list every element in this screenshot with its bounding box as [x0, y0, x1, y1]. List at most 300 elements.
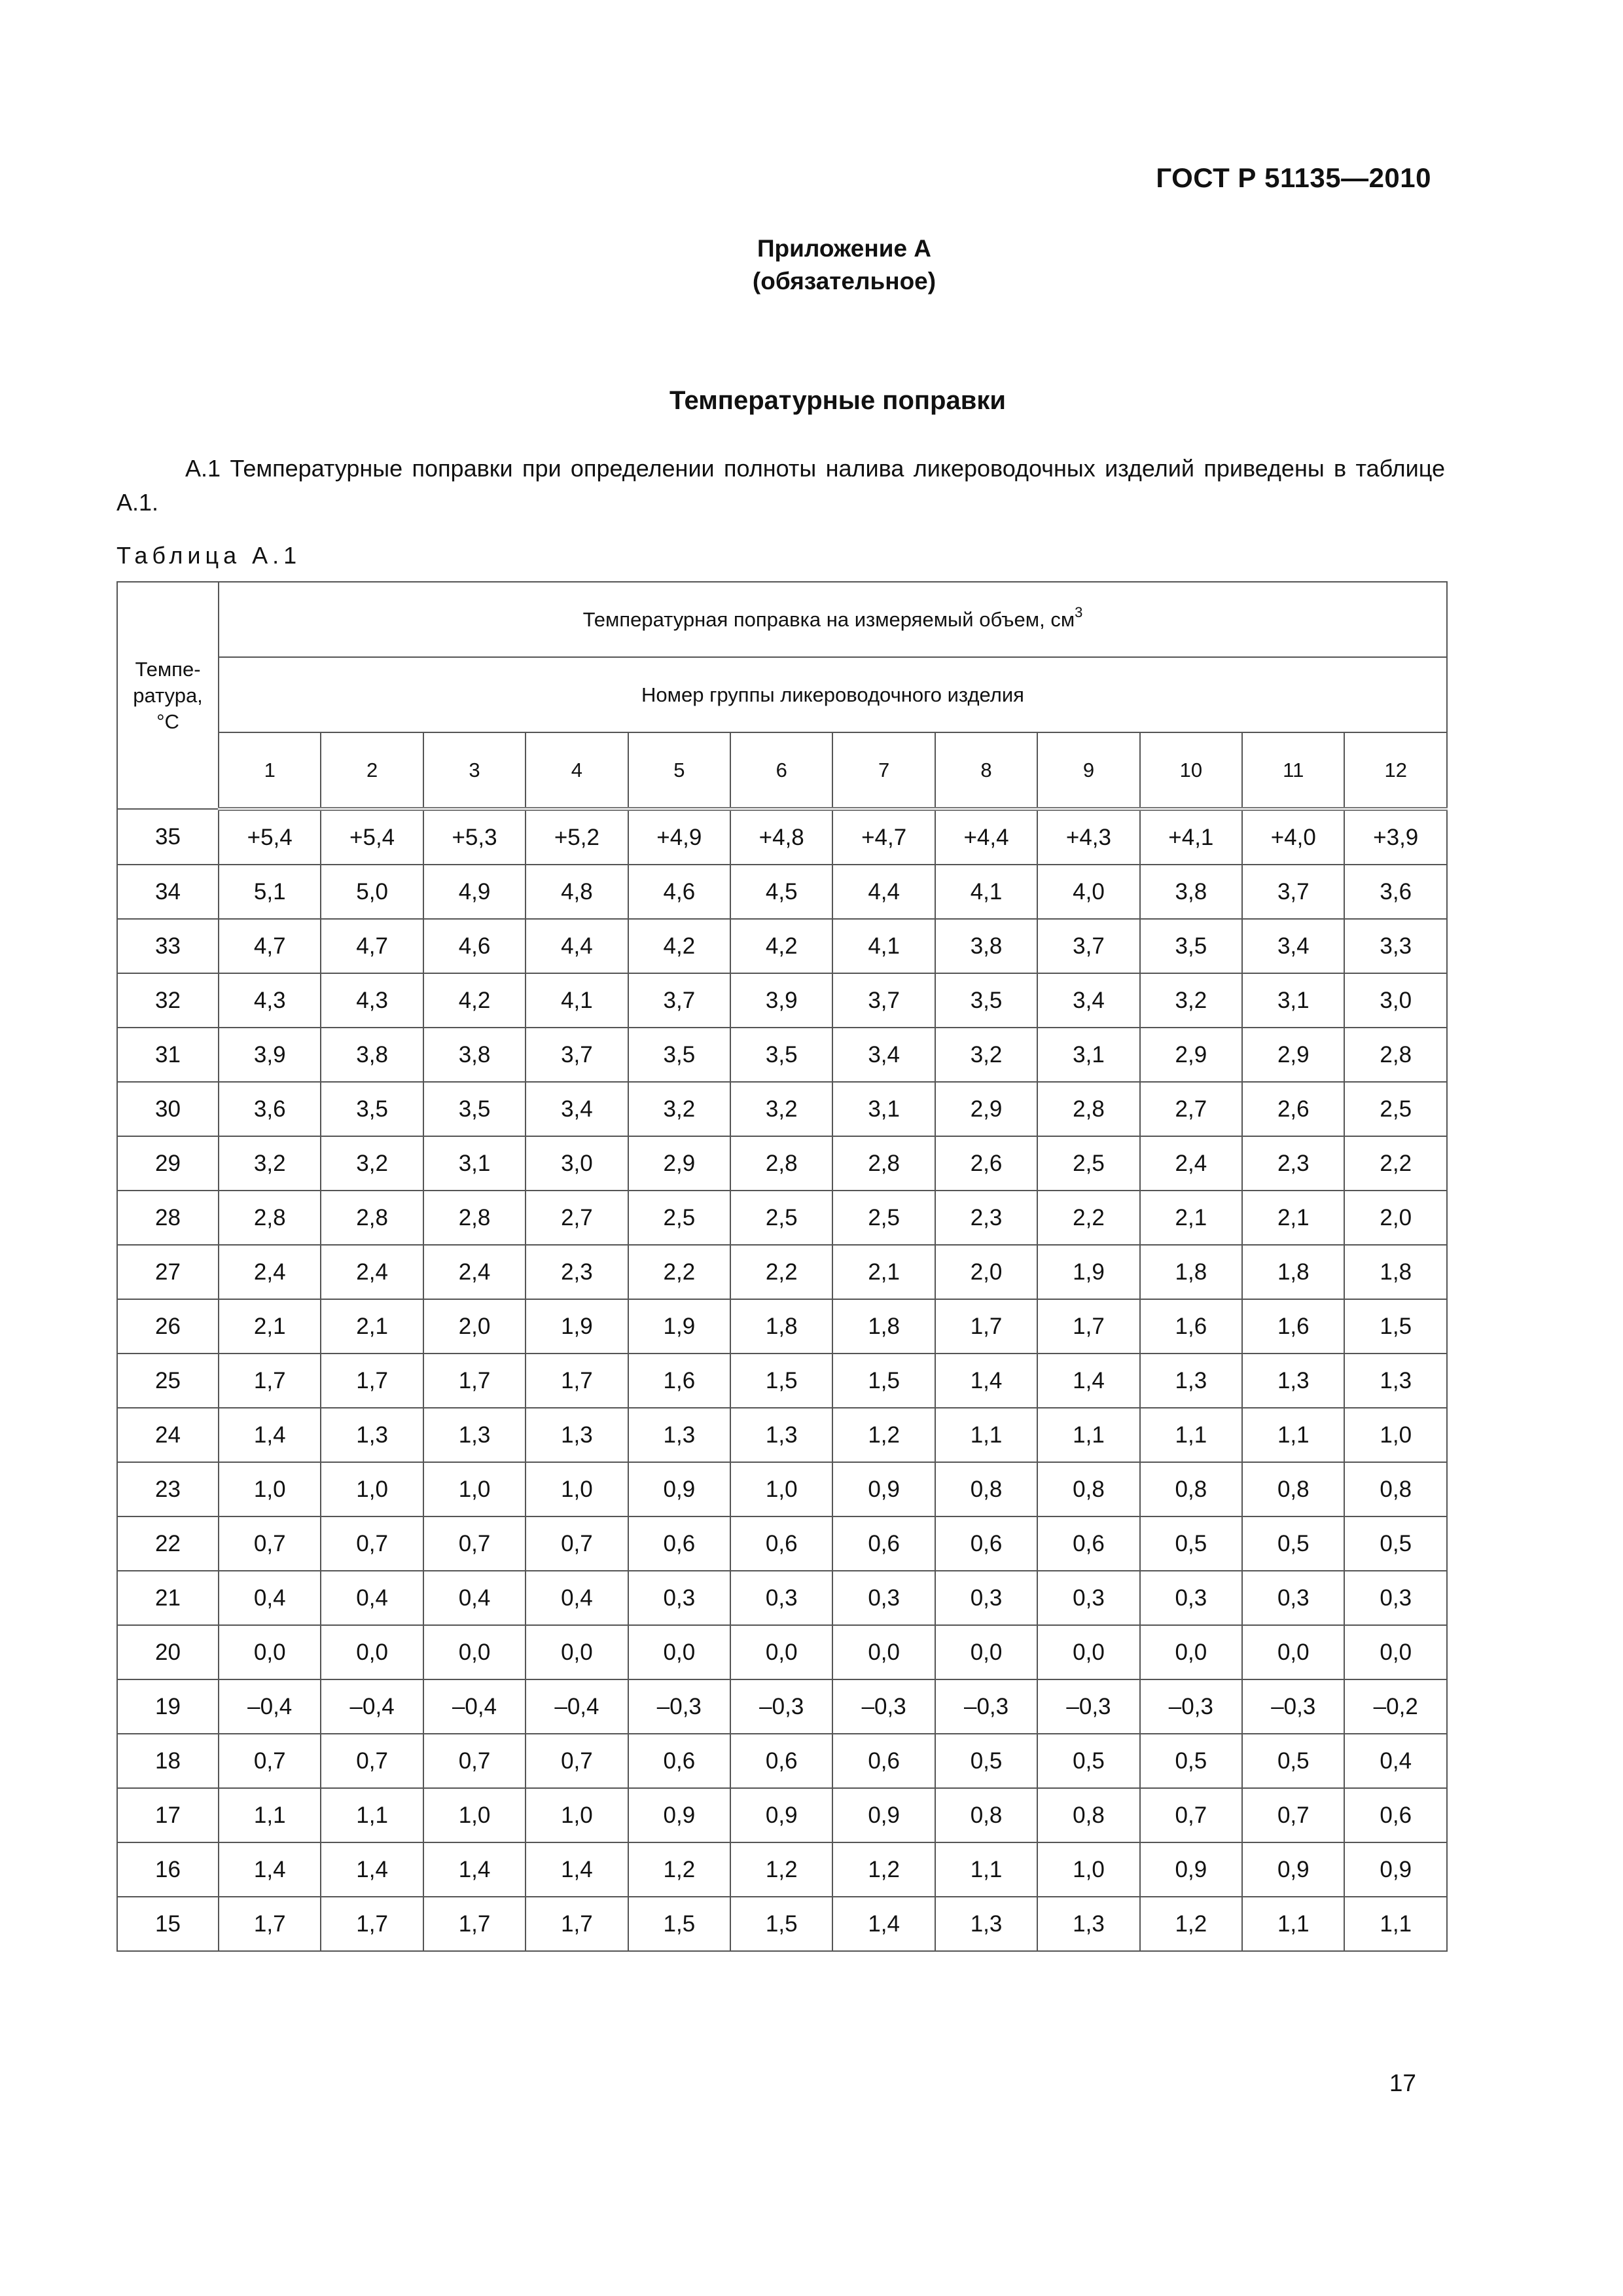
- group-number-header: 6: [730, 732, 832, 809]
- correction-value-cell: 3,5: [1140, 919, 1242, 973]
- correction-value-cell: 1,0: [423, 1462, 526, 1516]
- correction-value-cell: 4,6: [423, 919, 526, 973]
- correction-value-cell: 4,0: [1037, 865, 1139, 919]
- correction-value-cell: 0,0: [1344, 1625, 1447, 1679]
- correction-value-cell: 1,3: [628, 1408, 730, 1462]
- correction-value-cell: 1,5: [730, 1354, 832, 1408]
- correction-value-cell: 1,4: [935, 1354, 1037, 1408]
- correction-value-cell: 2,1: [1242, 1191, 1344, 1245]
- correction-value-cell: –0,2: [1344, 1679, 1447, 1734]
- correction-value-cell: –0,4: [219, 1679, 321, 1734]
- correction-value-cell: 4,1: [935, 865, 1037, 919]
- table-row: [117, 1625, 1447, 1679]
- appendix-heading: [0, 232, 1623, 298]
- page-number: 17: [1389, 2070, 1416, 2096]
- correction-value-cell: 2,8: [219, 1191, 321, 1245]
- correction-value-cell: 0,8: [1242, 1462, 1344, 1516]
- temperature-cell: 30: [117, 1082, 219, 1136]
- table-caption: Таблица А.1: [116, 542, 302, 569]
- correction-value-cell: 5,1: [219, 865, 321, 919]
- correction-value-cell: +5,4: [321, 809, 423, 865]
- correction-value-cell: 3,4: [1242, 919, 1344, 973]
- correction-value-cell: 3,2: [321, 1136, 423, 1191]
- correction-value-cell: 2,6: [1242, 1082, 1344, 1136]
- correction-value-cell: 3,1: [1037, 1028, 1139, 1082]
- correction-value-cell: 1,4: [219, 1408, 321, 1462]
- correction-value-cell: 0,7: [219, 1516, 321, 1571]
- correction-value-cell: 1,5: [730, 1897, 832, 1951]
- correction-value-cell: 2,2: [628, 1245, 730, 1299]
- correction-value-cell: 4,1: [526, 973, 628, 1028]
- correction-value-cell: –0,4: [321, 1679, 423, 1734]
- correction-value-cell: 0,6: [832, 1734, 935, 1788]
- correction-value-cell: –0,3: [1140, 1679, 1242, 1734]
- temperature-corrections-table: [116, 581, 1448, 1952]
- table-row: [117, 1897, 1447, 1951]
- correction-value-cell: 0,4: [1344, 1734, 1447, 1788]
- temperature-cell: 21: [117, 1571, 219, 1625]
- correction-value-cell: 0,0: [628, 1625, 730, 1679]
- correction-value-cell: 2,0: [1344, 1191, 1447, 1245]
- correction-value-cell: 1,1: [321, 1788, 423, 1842]
- correction-value-cell: 3,7: [832, 973, 935, 1028]
- correction-value-cell: 0,3: [1242, 1571, 1344, 1625]
- correction-value-cell: 0,8: [1037, 1788, 1139, 1842]
- correction-value-cell: 1,9: [628, 1299, 730, 1354]
- correction-value-cell: 3,5: [730, 1028, 832, 1082]
- correction-value-cell: 4,3: [321, 973, 423, 1028]
- correction-value-cell: 0,5: [1037, 1734, 1139, 1788]
- correction-value-cell: 1,9: [526, 1299, 628, 1354]
- correction-value-cell: 2,5: [1344, 1082, 1447, 1136]
- temperature-header-line: ратура,: [133, 683, 203, 707]
- correction-value-cell: 2,5: [1037, 1136, 1139, 1191]
- correction-value-cell: 2,2: [1344, 1136, 1447, 1191]
- correction-value-cell: 0,0: [832, 1625, 935, 1679]
- temperature-cell: 15: [117, 1897, 219, 1951]
- correction-value-cell: 1,3: [1242, 1354, 1344, 1408]
- correction-value-cell: 1,6: [628, 1354, 730, 1408]
- correction-value-cell: 0,6: [730, 1734, 832, 1788]
- correction-value-cell: 0,6: [935, 1516, 1037, 1571]
- table-row: [117, 1679, 1447, 1734]
- correction-value-cell: 1,3: [526, 1408, 628, 1462]
- correction-value-cell: 1,3: [1344, 1354, 1447, 1408]
- correction-value-cell: 1,4: [321, 1842, 423, 1897]
- table-row: [117, 1136, 1447, 1191]
- correction-value-cell: 0,5: [1242, 1734, 1344, 1788]
- correction-value-cell: 0,7: [1242, 1788, 1344, 1842]
- correction-value-cell: +3,9: [1344, 809, 1447, 865]
- correction-value-cell: 4,7: [321, 919, 423, 973]
- correction-value-cell: 4,5: [730, 865, 832, 919]
- correction-value-cell: 3,5: [935, 973, 1037, 1028]
- correction-value-cell: 1,4: [1037, 1354, 1139, 1408]
- correction-value-cell: –0,3: [832, 1679, 935, 1734]
- table-row: [117, 1299, 1447, 1354]
- correction-value-cell: +4,3: [1037, 809, 1139, 865]
- correction-value-cell: 2,8: [423, 1191, 526, 1245]
- correction-value-cell: 3,8: [321, 1028, 423, 1082]
- correction-value-cell: +5,2: [526, 809, 628, 865]
- correction-value-cell: 2,1: [219, 1299, 321, 1354]
- correction-value-cell: 0,9: [1344, 1842, 1447, 1897]
- appendix-title: Приложение А: [757, 235, 932, 262]
- table-row: [117, 1462, 1447, 1516]
- correction-value-cell: 1,1: [1037, 1408, 1139, 1462]
- correction-value-cell: 0,4: [321, 1571, 423, 1625]
- correction-value-cell: 3,7: [628, 973, 730, 1028]
- correction-value-cell: –0,4: [423, 1679, 526, 1734]
- correction-value-cell: 3,4: [526, 1082, 628, 1136]
- correction-value-cell: 1,1: [1242, 1897, 1344, 1951]
- correction-value-cell: 1,3: [423, 1408, 526, 1462]
- correction-value-cell: 4,7: [219, 919, 321, 973]
- correction-value-cell: 0,9: [832, 1462, 935, 1516]
- correction-value-cell: 3,7: [526, 1028, 628, 1082]
- temperature-cell: 22: [117, 1516, 219, 1571]
- correction-value-cell: 0,3: [832, 1571, 935, 1625]
- correction-value-cell: 1,3: [730, 1408, 832, 1462]
- correction-value-cell: 3,8: [423, 1028, 526, 1082]
- correction-value-cell: 2,7: [1140, 1082, 1242, 1136]
- correction-value-cell: 1,7: [526, 1354, 628, 1408]
- group-number-header: 1: [219, 732, 321, 809]
- correction-value-cell: 1,7: [935, 1299, 1037, 1354]
- correction-value-cell: 3,2: [935, 1028, 1037, 1082]
- temperature-cell: 27: [117, 1245, 219, 1299]
- correction-value-cell: 3,0: [1344, 973, 1447, 1028]
- correction-value-cell: 0,7: [526, 1734, 628, 1788]
- correction-value-cell: 1,2: [832, 1842, 935, 1897]
- correction-value-cell: 2,8: [730, 1136, 832, 1191]
- correction-value-cell: 0,6: [832, 1516, 935, 1571]
- correction-value-cell: 2,9: [628, 1136, 730, 1191]
- correction-value-cell: 1,0: [1037, 1842, 1139, 1897]
- correction-value-cell: 1,2: [730, 1842, 832, 1897]
- correction-value-cell: 1,0: [423, 1788, 526, 1842]
- correction-value-cell: –0,4: [526, 1679, 628, 1734]
- correction-value-cell: 0,0: [730, 1625, 832, 1679]
- table-body: [117, 809, 1447, 1951]
- temperature-cell: 35: [117, 809, 219, 865]
- correction-value-cell: 0,8: [1344, 1462, 1447, 1516]
- correction-value-cell: 4,6: [628, 865, 730, 919]
- correction-value-cell: 1,7: [423, 1354, 526, 1408]
- correction-value-cell: 0,3: [730, 1571, 832, 1625]
- correction-value-cell: 3,2: [219, 1136, 321, 1191]
- correction-value-cell: 0,6: [628, 1734, 730, 1788]
- correction-value-cell: 0,0: [219, 1625, 321, 1679]
- correction-value-cell: 1,0: [730, 1462, 832, 1516]
- correction-value-cell: 2,4: [321, 1245, 423, 1299]
- correction-value-cell: 0,0: [1140, 1625, 1242, 1679]
- correction-value-cell: 0,5: [935, 1734, 1037, 1788]
- table-row: [117, 809, 1447, 865]
- correction-value-cell: 0,4: [423, 1571, 526, 1625]
- correction-value-cell: 0,7: [219, 1734, 321, 1788]
- correction-value-cell: 3,9: [730, 973, 832, 1028]
- temperature-cell: 29: [117, 1136, 219, 1191]
- correction-value-cell: 0,0: [1242, 1625, 1344, 1679]
- correction-value-cell: 0,7: [526, 1516, 628, 1571]
- section-title: Температурные поправки: [669, 386, 1006, 415]
- correction-value-cell: 0,7: [321, 1516, 423, 1571]
- correction-value-cell: 4,3: [219, 973, 321, 1028]
- correction-value-cell: 2,3: [935, 1191, 1037, 1245]
- correction-value-cell: 0,6: [628, 1516, 730, 1571]
- temperature-cell: 32: [117, 973, 219, 1028]
- correction-header-text: Температурная поправка на измеряемый объем, см: [582, 607, 1075, 631]
- correction-value-cell: 1,7: [321, 1354, 423, 1408]
- correction-value-cell: 3,7: [1242, 865, 1344, 919]
- correction-value-cell: 3,7: [1037, 919, 1139, 973]
- correction-value-cell: +4,9: [628, 809, 730, 865]
- correction-value-cell: 2,4: [423, 1245, 526, 1299]
- correction-value-cell: 3,4: [1037, 973, 1139, 1028]
- correction-value-cell: 1,1: [935, 1842, 1037, 1897]
- correction-value-cell: 3,2: [1140, 973, 1242, 1028]
- correction-value-cell: 0,4: [526, 1571, 628, 1625]
- correction-value-cell: +4,0: [1242, 809, 1344, 865]
- table-row: [117, 1028, 1447, 1082]
- table-row: [117, 973, 1447, 1028]
- correction-value-cell: 0,9: [832, 1788, 935, 1842]
- temperature-cell: 26: [117, 1299, 219, 1354]
- table-row: [117, 1354, 1447, 1408]
- correction-value-cell: 1,7: [1037, 1299, 1139, 1354]
- correction-value-cell: 1,6: [1140, 1299, 1242, 1354]
- group-header: Номер группы ликероводочного изделия: [219, 657, 1447, 732]
- correction-value-cell: 1,5: [1344, 1299, 1447, 1354]
- group-number-header: 8: [935, 732, 1037, 809]
- correction-value-cell: 1,3: [935, 1897, 1037, 1951]
- group-number-header: 5: [628, 732, 730, 809]
- group-numbers-row: [117, 732, 1447, 809]
- correction-value-cell: 1,0: [1344, 1408, 1447, 1462]
- table-row: [117, 1571, 1447, 1625]
- correction-value-cell: 3,8: [1140, 865, 1242, 919]
- temperature-cell: 20: [117, 1625, 219, 1679]
- correction-value-cell: 0,8: [935, 1788, 1037, 1842]
- correction-value-cell: 4,2: [628, 919, 730, 973]
- correction-value-cell: +5,3: [423, 809, 526, 865]
- correction-value-cell: 1,7: [526, 1897, 628, 1951]
- correction-value-cell: 4,8: [526, 865, 628, 919]
- group-number-header: 9: [1037, 732, 1139, 809]
- correction-value-cell: 2,7: [526, 1191, 628, 1245]
- table-row: [117, 865, 1447, 919]
- correction-value-cell: 1,7: [219, 1897, 321, 1951]
- correction-value-cell: 2,9: [935, 1082, 1037, 1136]
- temperature-cell: 19: [117, 1679, 219, 1734]
- correction-value-cell: 0,5: [1242, 1516, 1344, 1571]
- correction-value-cell: 1,6: [1242, 1299, 1344, 1354]
- correction-value-cell: 2,8: [1037, 1082, 1139, 1136]
- correction-value-cell: 1,0: [219, 1462, 321, 1516]
- correction-value-cell: 0,9: [628, 1788, 730, 1842]
- correction-value-cell: 0,6: [730, 1516, 832, 1571]
- correction-value-cell: 4,4: [526, 919, 628, 973]
- intro-paragraph: [116, 452, 1445, 520]
- correction-value-cell: 3,6: [1344, 865, 1447, 919]
- correction-value-cell: 0,4: [219, 1571, 321, 1625]
- temperature-header-line: Темпе-: [135, 657, 201, 681]
- correction-value-cell: 2,1: [832, 1245, 935, 1299]
- temperature-cell: 31: [117, 1028, 219, 1082]
- correction-value-cell: –0,3: [1037, 1679, 1139, 1734]
- correction-value-cell: 0,0: [1037, 1625, 1139, 1679]
- correction-value-cell: –0,3: [1242, 1679, 1344, 1734]
- temperature-cell: 28: [117, 1191, 219, 1245]
- group-number-header: 11: [1242, 732, 1344, 809]
- correction-value-cell: 1,1: [1242, 1408, 1344, 1462]
- correction-value-cell: +5,4: [219, 809, 321, 865]
- correction-value-cell: 0,3: [628, 1571, 730, 1625]
- correction-value-cell: 0,9: [628, 1462, 730, 1516]
- correction-value-cell: 2,6: [935, 1136, 1037, 1191]
- correction-value-cell: 2,8: [1344, 1028, 1447, 1082]
- correction-value-cell: 3,2: [730, 1082, 832, 1136]
- correction-value-cell: 1,2: [1140, 1897, 1242, 1951]
- correction-value-cell: 2,4: [219, 1245, 321, 1299]
- group-number-header: 12: [1344, 732, 1447, 809]
- intro-text: А.1 Температурные поправки при определении полноты налива ликероводочных изделий приведены в таблице А.1.: [116, 455, 1445, 516]
- correction-value-cell: 1,2: [832, 1408, 935, 1462]
- correction-value-cell: 0,7: [321, 1734, 423, 1788]
- group-number-header: 2: [321, 732, 423, 809]
- correction-header: [219, 582, 1447, 657]
- correction-value-cell: –0,3: [935, 1679, 1037, 1734]
- correction-value-cell: 2,3: [526, 1245, 628, 1299]
- correction-value-cell: 1,8: [1344, 1245, 1447, 1299]
- table-row: [117, 1191, 1447, 1245]
- correction-value-cell: 1,8: [832, 1299, 935, 1354]
- correction-value-cell: 1,4: [526, 1842, 628, 1897]
- correction-value-cell: 0,6: [1344, 1788, 1447, 1842]
- correction-value-cell: 1,8: [730, 1299, 832, 1354]
- correction-value-cell: 3,9: [219, 1028, 321, 1082]
- correction-value-cell: 0,8: [935, 1462, 1037, 1516]
- correction-value-cell: 1,7: [321, 1897, 423, 1951]
- temperature-cell: 34: [117, 865, 219, 919]
- correction-value-cell: 1,5: [628, 1897, 730, 1951]
- correction-value-cell: 2,2: [1037, 1191, 1139, 1245]
- correction-value-cell: 1,1: [935, 1408, 1037, 1462]
- correction-value-cell: 0,3: [1037, 1571, 1139, 1625]
- correction-value-cell: 2,1: [321, 1299, 423, 1354]
- correction-value-cell: 2,0: [935, 1245, 1037, 1299]
- table-row: [117, 919, 1447, 973]
- correction-value-cell: 0,9: [730, 1788, 832, 1842]
- group-number-header: 3: [423, 732, 526, 809]
- correction-value-cell: 2,9: [1242, 1028, 1344, 1082]
- temperature-cell: 17: [117, 1788, 219, 1842]
- correction-value-cell: 3,5: [423, 1082, 526, 1136]
- correction-value-cell: 1,3: [321, 1408, 423, 1462]
- correction-value-cell: 4,1: [832, 919, 935, 973]
- correction-value-cell: 3,2: [628, 1082, 730, 1136]
- correction-value-cell: 1,5: [832, 1354, 935, 1408]
- correction-value-cell: 3,1: [423, 1136, 526, 1191]
- correction-value-cell: 3,5: [628, 1028, 730, 1082]
- correction-value-cell: 1,7: [219, 1354, 321, 1408]
- correction-value-cell: 0,3: [1140, 1571, 1242, 1625]
- temperature-cell: 24: [117, 1408, 219, 1462]
- temperature-cell: 33: [117, 919, 219, 973]
- correction-value-cell: 0,3: [935, 1571, 1037, 1625]
- correction-value-cell: 0,5: [1140, 1734, 1242, 1788]
- temperature-header-line: °С: [156, 709, 179, 733]
- temperature-cell: 18: [117, 1734, 219, 1788]
- correction-value-cell: 1,1: [1344, 1897, 1447, 1951]
- table-row: [117, 1245, 1447, 1299]
- correction-value-cell: 2,3: [1242, 1136, 1344, 1191]
- temperature-cell: 23: [117, 1462, 219, 1516]
- table-row: [117, 1082, 1447, 1136]
- correction-value-cell: 1,9: [1037, 1245, 1139, 1299]
- correction-value-cell: 2,1: [1140, 1191, 1242, 1245]
- correction-value-cell: 0,5: [1344, 1516, 1447, 1571]
- correction-value-cell: 3,1: [1242, 973, 1344, 1028]
- correction-value-cell: 1,1: [219, 1788, 321, 1842]
- correction-value-cell: +4,1: [1140, 809, 1242, 865]
- correction-value-cell: 1,7: [423, 1897, 526, 1951]
- correction-value-cell: 0,3: [1344, 1571, 1447, 1625]
- correction-value-cell: 0,7: [1140, 1788, 1242, 1842]
- correction-value-cell: 3,3: [1344, 919, 1447, 973]
- correction-value-cell: 1,8: [1242, 1245, 1344, 1299]
- correction-value-cell: 1,8: [1140, 1245, 1242, 1299]
- correction-value-cell: 0,7: [423, 1734, 526, 1788]
- temperature-column-header: [117, 582, 219, 809]
- correction-value-cell: 1,0: [526, 1788, 628, 1842]
- correction-value-cell: 1,0: [321, 1462, 423, 1516]
- table-row: [117, 1734, 1447, 1788]
- group-number-header: 7: [832, 732, 935, 809]
- correction-value-cell: 2,5: [628, 1191, 730, 1245]
- correction-value-cell: 1,1: [1140, 1408, 1242, 1462]
- correction-value-cell: 2,9: [1140, 1028, 1242, 1082]
- correction-value-cell: 3,8: [935, 919, 1037, 973]
- temperature-cell: 25: [117, 1354, 219, 1408]
- correction-value-cell: 2,8: [321, 1191, 423, 1245]
- correction-value-cell: 1,4: [219, 1842, 321, 1897]
- correction-value-cell: –0,3: [730, 1679, 832, 1734]
- correction-value-cell: 4,2: [423, 973, 526, 1028]
- correction-value-cell: 1,2: [628, 1842, 730, 1897]
- correction-value-cell: 2,2: [730, 1245, 832, 1299]
- correction-value-cell: 0,8: [1140, 1462, 1242, 1516]
- correction-value-cell: +4,8: [730, 809, 832, 865]
- correction-value-cell: 2,4: [1140, 1136, 1242, 1191]
- table-row: [117, 1842, 1447, 1897]
- group-number-header: 10: [1140, 732, 1242, 809]
- correction-value-cell: 2,0: [423, 1299, 526, 1354]
- correction-value-cell: 0,0: [423, 1625, 526, 1679]
- correction-value-cell: +4,7: [832, 809, 935, 865]
- appendix-status: (обязательное): [752, 268, 936, 295]
- correction-value-cell: 4,4: [832, 865, 935, 919]
- correction-value-cell: 1,3: [1140, 1354, 1242, 1408]
- correction-value-cell: 3,0: [526, 1136, 628, 1191]
- correction-value-cell: 1,4: [423, 1842, 526, 1897]
- correction-value-cell: 0,0: [526, 1625, 628, 1679]
- correction-value-cell: 2,5: [730, 1191, 832, 1245]
- correction-value-cell: 3,4: [832, 1028, 935, 1082]
- correction-value-cell: 3,5: [321, 1082, 423, 1136]
- correction-value-cell: 1,0: [526, 1462, 628, 1516]
